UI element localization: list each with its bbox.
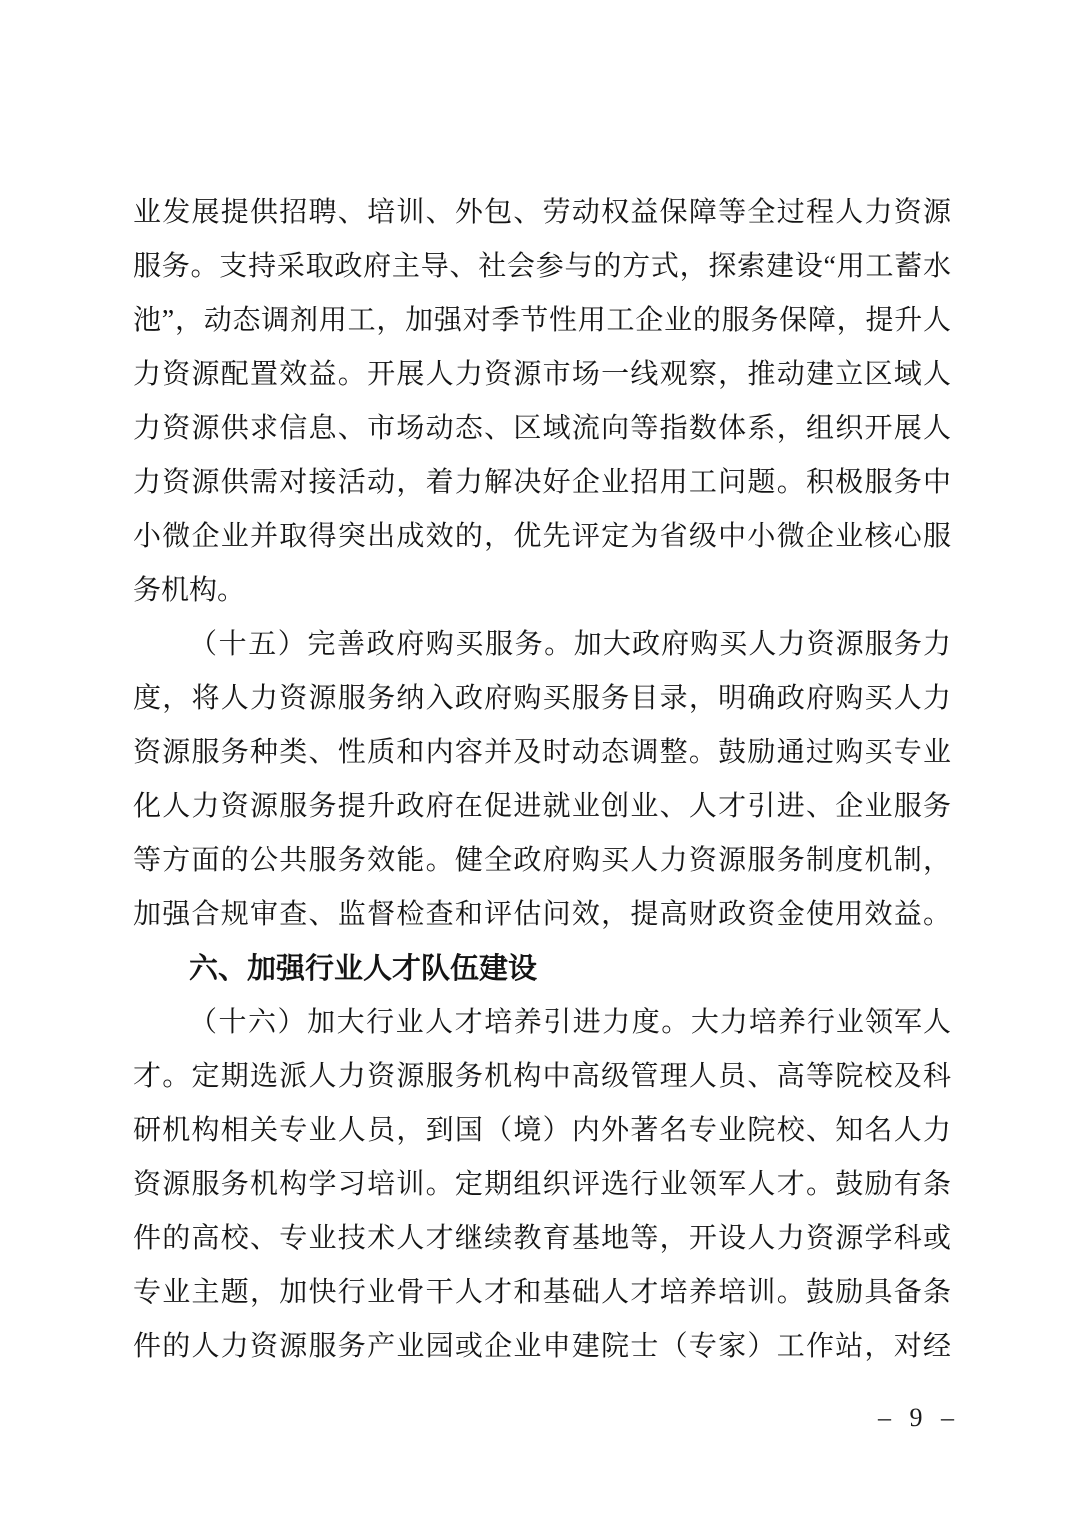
text-line [133,402,951,456]
text-segment: 件的高校、专业技术人才继续教育基地等，开设人力资源学科或 [133,1223,951,1254]
text-line [133,1104,951,1158]
text-segment: 小微企业并取得突出成效的，优先评定为省级中小微企业核心服 [133,521,951,552]
text-segment: 服务。支持采取政府主导、社会参与的方式，探索建设“用工蓄水 [133,251,951,282]
text-segment: 等方面的公共服务效能。健全政府购买人力资源服务制度机制， [133,845,951,876]
text-line [133,618,951,672]
text-segment: 加大政府购买人力资源服务力 [573,629,951,660]
text-segment: 资源服务种类、性质和内容并及时动态调整。鼓励通过购买专业 [133,737,951,768]
page-number: – 9 – [878,1403,960,1432]
text-line [133,1050,951,1104]
text-line [133,1158,951,1212]
text-segment: 力资源配置效益。开展人力资源市场一线观察，推动建立区域人 [133,359,951,390]
text-line [133,996,951,1050]
text-line [133,564,951,618]
text-line [133,456,951,510]
text-line [133,726,951,780]
text-line [133,186,951,240]
text-segment: 力资源供需对接活动，着力解决好企业招用工问题。积极服务中 [133,467,951,498]
text-line [133,1320,951,1374]
text-segment: 资源服务机构学习培训。定期组织评选行业领军人才。鼓励有条 [133,1169,951,1200]
text-segment: 件的人力资源服务产业园或企业申建院士（专家）工作站，对经 [133,1331,951,1362]
text-segment: 研机构相关专业人员，到国（境）内外著名专业院校、知名人力 [133,1115,951,1146]
text-line [133,1266,951,1320]
text-segment: 加强合规审查、监督检查和评估问效，提高财政资金使用效益。 [133,899,951,930]
text-line [133,780,951,834]
text-segment: 六、加强行业人才队伍建设 [189,953,538,985]
text-segment: 度，将人力资源服务纳入政府购买服务目录，明确政府购买人力 [133,683,951,714]
text-line [133,510,951,564]
clause-title: （十五）完善政府购买服务。 [189,629,574,660]
text-segment: 业发展提供招聘、培训、外包、劳动权益保障等全过程人力资源 [133,197,951,228]
text-segment: 专业主题，加快行业骨干人才和基础人才培养培训。鼓励具备条 [133,1277,951,1308]
text-line [133,1212,951,1266]
text-segment: 务机构。 [133,575,246,606]
text-segment: 才。定期选派人力资源服务机构中高级管理人员、高等院校及科 [133,1061,951,1092]
section-heading [133,942,951,996]
document-body [133,186,951,1374]
text-segment: 化人力资源服务提升政府在促进就业创业、人才引进、企业服务 [133,791,951,822]
text-line [133,294,951,348]
text-segment: 力资源供求信息、市场动态、区域流向等指数体系，组织开展人 [133,413,951,444]
text-line [133,348,951,402]
text-segment: 大力培养行业领军人 [690,1007,951,1038]
text-line [133,240,951,294]
text-line [133,672,951,726]
text-line [133,888,951,942]
text-line [133,834,951,888]
text-segment: 池”，动态调剂用工，加强对季节性用工企业的服务保障，提升人 [133,305,951,336]
clause-title: （十六）加大行业人才培养引进力度。 [189,1007,691,1038]
